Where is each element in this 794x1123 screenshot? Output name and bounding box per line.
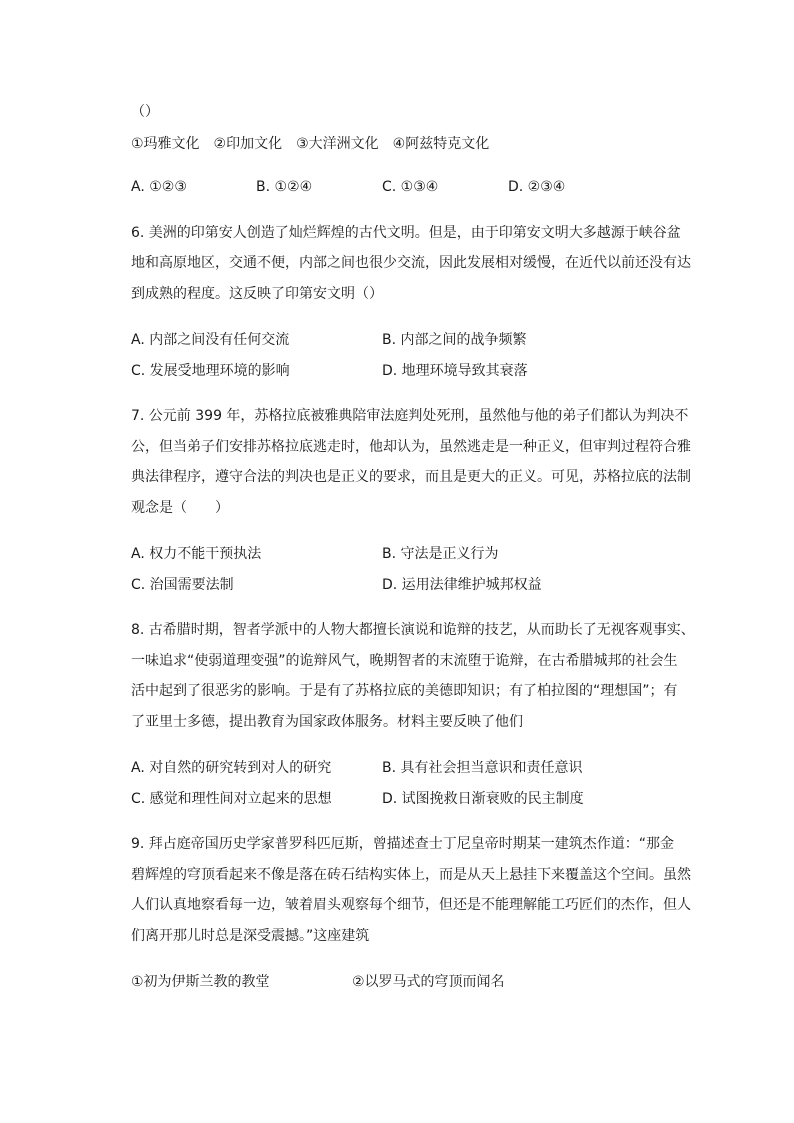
q8-stem-line-3: 活中起到了很恶劣的影响。于是有了苏格拉底的美德即知识；有了柏拉图的“理想国”；有 — [131, 683, 678, 699]
q5-option-b: B. ①②④ — [256, 179, 313, 195]
q6-stem-line-3: 到成熟的程度。这反映了印第安文明（） — [131, 286, 383, 302]
q6-option-c: C. 发展受地理环境的影响 — [131, 363, 290, 379]
q9-item-1: ①初为伊斯兰教的教堂 — [131, 974, 270, 990]
q7-option-d: D. 运用法律维护城邦权益 — [382, 577, 542, 593]
q7-option-a: A. 权力不能干预执法 — [131, 546, 262, 562]
q7-stem-line-1: 7. 公元前 399 年，苏格拉底被雅典陪审法庭判处死刑，虽然他与他的弟子们都认为判决不 — [131, 408, 689, 424]
q6-option-d: D. 地理环境导致其衰落 — [382, 363, 528, 379]
q8-option-b: B. 具有社会担当意识和责任意识 — [382, 760, 583, 776]
q7-option-c: C. 治国需要法制 — [131, 577, 234, 593]
q8-option-a: A. 对自然的研究转到对人的研究 — [131, 760, 332, 776]
q7-option-b: B. 守法是正义行为 — [382, 546, 499, 562]
q6-option-a: A. 内部之间没有任何交流 — [131, 332, 290, 348]
q9-stem-line-2: 碧辉煌的穹顶看起来不像是落在砖石结构实体上，而是从天上悬挂下来覆盖这个空间。虽然 — [131, 867, 691, 883]
q8-option-d: D. 试图挽救日渐衰败的民主制度 — [382, 791, 584, 807]
q7-stem-line-2: 公，但当弟子们安排苏格拉底逃走时，他却认为，虽然逃走是一种正义，但审判过程符合雅 — [131, 439, 691, 455]
q9-item-2: ②以罗马式的穹顶而闻名 — [352, 974, 505, 990]
q9-stem-line-3: 人们认真地察看每一边，皱着眉头观察每个细节，但还是不能理解能工巧匠们的杰作，但人 — [131, 897, 691, 913]
q5-option-c: C. ①③④ — [382, 179, 439, 195]
q9-stem-line-1: 9. 拜占庭帝国历史学家普罗科匹厄斯，曾描述查士丁尼皇帝时期某一建筑杰作道：“那金 — [131, 836, 675, 852]
q8-option-c: C. 感觉和理性间对立起来的思想 — [131, 791, 332, 807]
q7-stem-line-4: 观念是（ ） — [131, 500, 229, 516]
q5-stem-tail: （） — [131, 104, 159, 120]
q5-option-d: D. ②③④ — [508, 179, 566, 195]
q8-stem-line-4: 了亚里士多德，提出教育为国家政体服务。材料主要反映了他们 — [131, 714, 523, 730]
q8-stem-line-1: 8. 古希腊时期，智者学派中的人物大都擅长演说和诡辩的技艺，从而助长了无视客观事实、 — [131, 622, 695, 638]
q5-option-a: A. ①②③ — [131, 179, 187, 195]
q7-stem-line-3: 典法律程序，遵守合法的判决也是正义的要求，而且是更大的正义。可见，苏格拉底的法制 — [131, 469, 691, 485]
q8-stem-line-2: 一味追求“使弱道理变强”的诡辩风气，晚期智者的末流堕于诡辩，在古希腊城邦的社会生 — [131, 653, 678, 669]
q6-stem-line-1: 6. 美洲的印第安人创造了灿烂辉煌的古代文明。但是，由于印第安文明大多越源于峡谷盆 — [131, 225, 681, 241]
q6-option-b: B. 内部之间的战争频繁 — [382, 332, 527, 348]
q5-items: ①玛雅文化 ②印加文化 ③大洋洲文化 ④阿兹特克文化 — [131, 136, 490, 152]
q9-stem-line-4: 们离开那儿时总是深受震撼。”这座建筑 — [131, 928, 370, 944]
q6-stem-line-2: 地和高原地区，交通不便，内部之间也很少交流，因此发展相对缓慢，在近代以前还没有达 — [131, 255, 691, 271]
